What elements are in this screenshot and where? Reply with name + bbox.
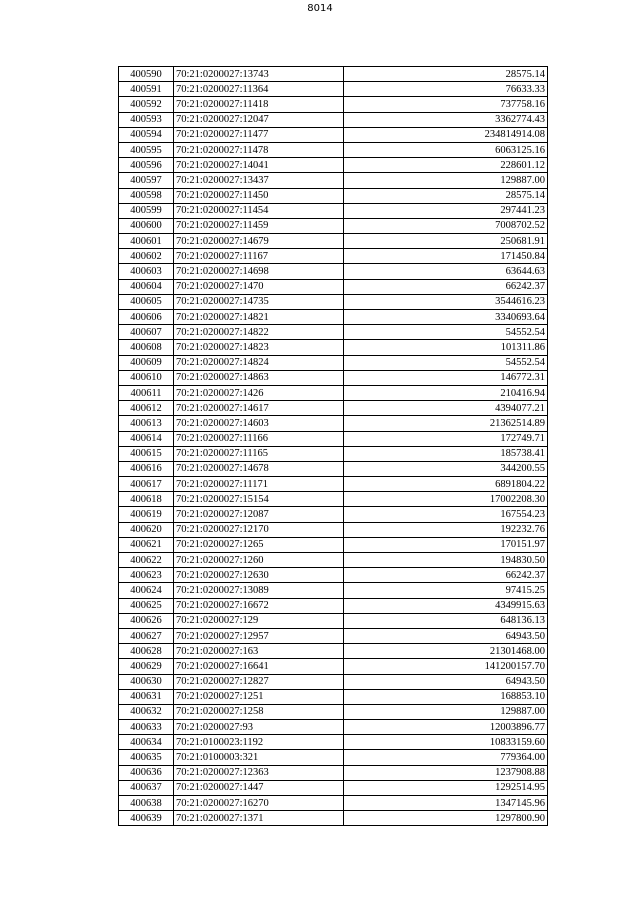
row-index-cell: 400599	[119, 203, 174, 218]
row-index-cell: 400612	[119, 401, 174, 416]
row-index-cell: 400602	[119, 249, 174, 264]
value-cell: 141200157.70	[344, 659, 548, 674]
cadastral-number-cell: 70:21:0200027:11450	[174, 188, 344, 203]
value-cell: 297441.23	[344, 203, 548, 218]
value-cell: 12003896.77	[344, 720, 548, 735]
table-row	[119, 674, 548, 689]
table-row	[119, 689, 548, 704]
cadastral-number-cell: 70:21:0200027:11166	[174, 431, 344, 446]
table-row	[119, 507, 548, 522]
cadastral-number-cell: 70:21:0200027:16270	[174, 796, 344, 811]
value-cell: 10833159.60	[344, 735, 548, 750]
value-cell: 192232.76	[344, 522, 548, 537]
table-row	[119, 127, 548, 142]
row-index-cell: 400635	[119, 750, 174, 765]
row-index-cell: 400615	[119, 446, 174, 461]
table-row	[119, 598, 548, 613]
value-cell: 648136.13	[344, 613, 548, 628]
row-index-cell: 400614	[119, 431, 174, 446]
row-index-cell: 400624	[119, 583, 174, 598]
table-row	[119, 203, 548, 218]
cadastral-number-cell: 70:21:0200027:11477	[174, 127, 344, 142]
value-cell: 101311.86	[344, 340, 548, 355]
table-row	[119, 735, 548, 750]
value-cell: 3362774.43	[344, 112, 548, 127]
cadastral-number-cell: 70:21:0200027:12170	[174, 522, 344, 537]
table-row	[119, 765, 548, 780]
value-cell: 779364.00	[344, 750, 548, 765]
cadastral-number-cell: 70:21:0200027:13437	[174, 173, 344, 188]
value-cell: 6063125.16	[344, 142, 548, 157]
cadastral-number-cell: 70:21:0200027:12047	[174, 112, 344, 127]
value-cell: 737758.16	[344, 97, 548, 112]
value-cell: 167554.23	[344, 507, 548, 522]
row-index-cell: 400611	[119, 385, 174, 400]
cadastral-number-cell: 70:21:0200027:1470	[174, 279, 344, 294]
value-cell: 6891804.22	[344, 477, 548, 492]
row-index-cell: 400597	[119, 173, 174, 188]
row-index-cell: 400618	[119, 492, 174, 507]
value-cell: 64943.50	[344, 674, 548, 689]
row-index-cell: 400606	[119, 310, 174, 325]
table-row	[119, 112, 548, 127]
value-cell: 28575.14	[344, 67, 548, 82]
table-row	[119, 750, 548, 765]
row-index-cell: 400591	[119, 82, 174, 97]
table-row	[119, 537, 548, 552]
table-row	[119, 234, 548, 249]
cadastral-number-cell: 70:21:0200027:1371	[174, 811, 344, 826]
cadastral-number-cell: 70:21:0200027:1447	[174, 780, 344, 795]
value-cell: 4349915.63	[344, 598, 548, 613]
cadastral-number-cell: 70:21:0200027:11418	[174, 97, 344, 112]
row-index-cell: 400629	[119, 659, 174, 674]
table-row	[119, 370, 548, 385]
table-row	[119, 416, 548, 431]
cadastral-number-cell: 70:21:0200027:1265	[174, 537, 344, 552]
value-cell: 1347145.96	[344, 796, 548, 811]
cadastral-number-cell: 70:21:0200027:1426	[174, 385, 344, 400]
cadastral-number-cell: 70:21:0200027:129	[174, 613, 344, 628]
cadastral-number-cell: 70:21:0200027:14679	[174, 234, 344, 249]
value-cell: 170151.97	[344, 537, 548, 552]
row-index-cell: 400621	[119, 537, 174, 552]
table-row	[119, 218, 548, 233]
cadastral-number-cell: 70:21:0200027:11459	[174, 218, 344, 233]
row-index-cell: 400596	[119, 158, 174, 173]
value-cell: 129887.00	[344, 173, 548, 188]
value-cell: 1237908.88	[344, 765, 548, 780]
row-index-cell: 400623	[119, 568, 174, 583]
row-index-cell: 400598	[119, 188, 174, 203]
cadastral-number-cell: 70:21:0200027:14603	[174, 416, 344, 431]
row-index-cell: 400639	[119, 811, 174, 826]
cadastral-number-cell: 70:21:0200027:14821	[174, 310, 344, 325]
value-cell: 3544616.23	[344, 294, 548, 309]
value-cell: 194830.50	[344, 553, 548, 568]
cadastral-number-cell: 70:21:0200027:1251	[174, 689, 344, 704]
table-row	[119, 340, 548, 355]
table-row	[119, 553, 548, 568]
cadastral-number-cell: 70:21:0200027:16641	[174, 659, 344, 674]
cadastral-number-cell: 70:21:0200027:15154	[174, 492, 344, 507]
value-cell: 146772.31	[344, 370, 548, 385]
table-row	[119, 811, 548, 826]
cadastral-number-cell: 70:21:0200027:12630	[174, 568, 344, 583]
row-index-cell: 400613	[119, 416, 174, 431]
row-index-cell: 400619	[119, 507, 174, 522]
table-row	[119, 659, 548, 674]
table-row	[119, 142, 548, 157]
value-cell: 250681.91	[344, 234, 548, 249]
row-index-cell: 400634	[119, 735, 174, 750]
cadastral-number-cell: 70:21:0200027:14617	[174, 401, 344, 416]
value-cell: 76633.33	[344, 82, 548, 97]
row-index-cell: 400626	[119, 613, 174, 628]
cadastral-number-cell: 70:21:0200027:11165	[174, 446, 344, 461]
row-index-cell: 400607	[119, 325, 174, 340]
value-cell: 172749.71	[344, 431, 548, 446]
cadastral-number-cell: 70:21:0200027:11364	[174, 82, 344, 97]
cadastral-number-cell: 70:21:0200027:93	[174, 720, 344, 735]
value-cell: 228601.12	[344, 158, 548, 173]
cadastral-number-cell: 70:21:0100023:1192	[174, 735, 344, 750]
cadastral-number-cell: 70:21:0200027:14735	[174, 294, 344, 309]
cadastral-number-cell: 70:21:0200027:12957	[174, 628, 344, 643]
row-index-cell: 400630	[119, 674, 174, 689]
table-row	[119, 385, 548, 400]
row-index-cell: 400620	[119, 522, 174, 537]
table-row	[119, 780, 548, 795]
table-row	[119, 720, 548, 735]
cadastral-number-cell: 70:21:0200027:14823	[174, 340, 344, 355]
table-row	[119, 644, 548, 659]
row-index-cell: 400617	[119, 477, 174, 492]
row-index-cell: 400625	[119, 598, 174, 613]
row-index-cell: 400631	[119, 689, 174, 704]
value-cell: 66242.37	[344, 279, 548, 294]
page-number: 8014	[307, 3, 333, 14]
cadastral-number-cell: 70:21:0200027:12827	[174, 674, 344, 689]
cadastral-number-cell: 70:21:0200027:14041	[174, 158, 344, 173]
cadastral-number-cell: 70:21:0200027:11167	[174, 249, 344, 264]
row-index-cell: 400637	[119, 780, 174, 795]
table-row	[119, 264, 548, 279]
table-row	[119, 82, 548, 97]
row-index-cell: 400627	[119, 628, 174, 643]
cadastral-value-table	[118, 66, 548, 826]
table-row	[119, 568, 548, 583]
table-row	[119, 310, 548, 325]
table-row	[119, 279, 548, 294]
table-row	[119, 355, 548, 370]
value-cell: 1292514.95	[344, 780, 548, 795]
value-cell: 7008702.52	[344, 218, 548, 233]
value-cell: 210416.94	[344, 385, 548, 400]
cadastral-number-cell: 70:21:0100003:321	[174, 750, 344, 765]
value-cell: 66242.37	[344, 568, 548, 583]
cadastral-number-cell: 70:21:0200027:14678	[174, 461, 344, 476]
cadastral-number-cell: 70:21:0200027:13089	[174, 583, 344, 598]
table-row	[119, 173, 548, 188]
table-row	[119, 522, 548, 537]
table-row	[119, 67, 548, 82]
row-index-cell: 400590	[119, 67, 174, 82]
table-row	[119, 796, 548, 811]
value-cell: 97415.25	[344, 583, 548, 598]
table-row	[119, 704, 548, 719]
cadastral-number-cell: 70:21:0200027:12087	[174, 507, 344, 522]
row-index-cell: 400628	[119, 644, 174, 659]
row-index-cell: 400601	[119, 234, 174, 249]
cadastral-number-cell: 70:21:0200027:1258	[174, 704, 344, 719]
cadastral-number-cell: 70:21:0200027:14824	[174, 355, 344, 370]
table-row	[119, 628, 548, 643]
cadastral-number-cell: 70:21:0200027:16672	[174, 598, 344, 613]
row-index-cell: 400622	[119, 553, 174, 568]
cadastral-number-cell: 70:21:0200027:163	[174, 644, 344, 659]
table-row	[119, 477, 548, 492]
row-index-cell: 400603	[119, 264, 174, 279]
row-index-cell: 400595	[119, 142, 174, 157]
value-cell: 185738.41	[344, 446, 548, 461]
value-cell: 129887.00	[344, 704, 548, 719]
cadastral-number-cell: 70:21:0200027:11171	[174, 477, 344, 492]
row-index-cell: 400609	[119, 355, 174, 370]
cadastral-number-cell: 70:21:0200027:11454	[174, 203, 344, 218]
table-row	[119, 492, 548, 507]
table-row	[119, 401, 548, 416]
row-index-cell: 400610	[119, 370, 174, 385]
table-row	[119, 446, 548, 461]
value-cell: 1297800.90	[344, 811, 548, 826]
row-index-cell: 400638	[119, 796, 174, 811]
row-index-cell: 400605	[119, 294, 174, 309]
table-row	[119, 583, 548, 598]
value-cell: 64943.50	[344, 628, 548, 643]
cadastral-number-cell: 70:21:0200027:14822	[174, 325, 344, 340]
value-cell: 28575.14	[344, 188, 548, 203]
row-index-cell: 400616	[119, 461, 174, 476]
value-cell: 63644.63	[344, 264, 548, 279]
table-row	[119, 325, 548, 340]
row-index-cell: 400636	[119, 765, 174, 780]
row-index-cell: 400600	[119, 218, 174, 233]
value-cell: 21301468.00	[344, 644, 548, 659]
value-cell: 171450.84	[344, 249, 548, 264]
value-cell: 168853.10	[344, 689, 548, 704]
table-row	[119, 158, 548, 173]
table-row	[119, 249, 548, 264]
table-row	[119, 188, 548, 203]
row-index-cell: 400594	[119, 127, 174, 142]
table-row	[119, 97, 548, 112]
value-cell: 3340693.64	[344, 310, 548, 325]
value-cell: 344200.55	[344, 461, 548, 476]
value-cell: 21362514.89	[344, 416, 548, 431]
value-cell: 4394077.21	[344, 401, 548, 416]
value-cell: 17002208.30	[344, 492, 548, 507]
value-cell: 234814914.08	[344, 127, 548, 142]
cadastral-number-cell: 70:21:0200027:14863	[174, 370, 344, 385]
value-cell: 54552.54	[344, 355, 548, 370]
value-cell: 54552.54	[344, 325, 548, 340]
cadastral-number-cell: 70:21:0200027:11478	[174, 142, 344, 157]
row-index-cell: 400632	[119, 704, 174, 719]
table-row	[119, 294, 548, 309]
table-body	[119, 67, 548, 826]
cadastral-number-cell: 70:21:0200027:13743	[174, 67, 344, 82]
row-index-cell: 400592	[119, 97, 174, 112]
row-index-cell: 400593	[119, 112, 174, 127]
cadastral-number-cell: 70:21:0200027:12363	[174, 765, 344, 780]
row-index-cell: 400608	[119, 340, 174, 355]
table-row	[119, 613, 548, 628]
table-row	[119, 461, 548, 476]
row-index-cell: 400633	[119, 720, 174, 735]
cadastral-number-cell: 70:21:0200027:14698	[174, 264, 344, 279]
cadastral-number-cell: 70:21:0200027:1260	[174, 553, 344, 568]
row-index-cell: 400604	[119, 279, 174, 294]
table-row	[119, 431, 548, 446]
